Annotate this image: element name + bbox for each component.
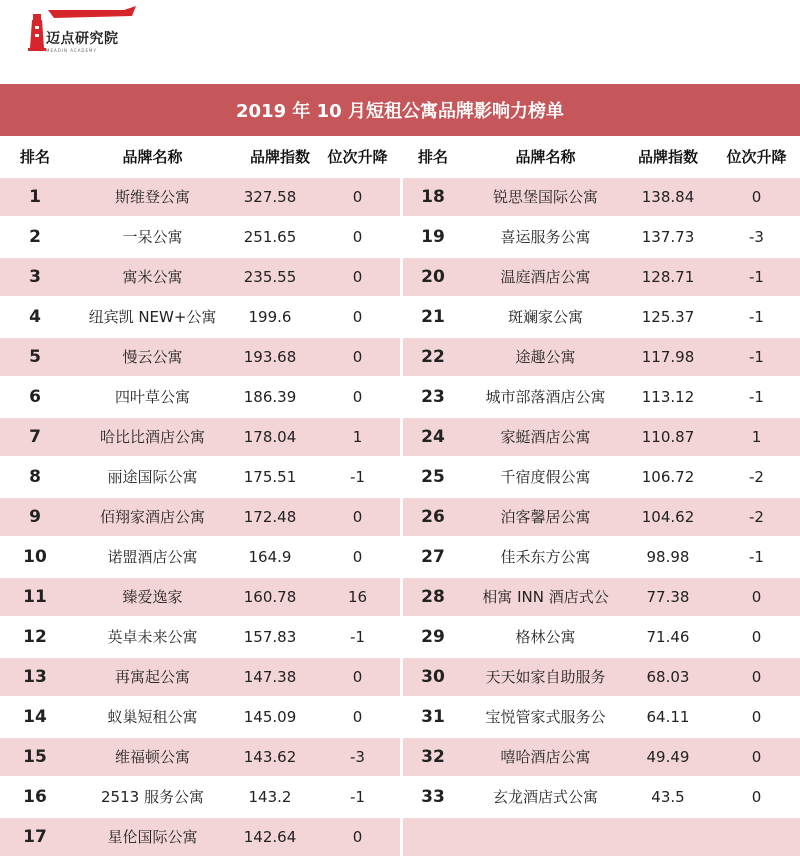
- rank-cell: 3: [29, 267, 41, 287]
- brand-index-cell: 98.98: [646, 548, 690, 566]
- rank-change-cell: -1: [749, 548, 764, 566]
- brand-name-cell: 锐思堡国际公寓: [492, 188, 598, 206]
- brand-name-cell: 温庭酒店公寓: [500, 268, 591, 286]
- brand-index-cell: 145.09: [243, 708, 297, 726]
- brand-name-cell: 泊客馨居公寓: [500, 508, 591, 526]
- rank-change-cell: 0: [352, 348, 363, 366]
- brand-index-cell: 68.03: [646, 668, 690, 686]
- rank-cell: 30: [421, 667, 445, 687]
- brand-name-cell: 星伦国际公寓: [107, 828, 198, 846]
- rank-change-cell: 0: [751, 708, 762, 726]
- brand-index-cell: 77.38: [646, 588, 690, 606]
- brand-index-cell: 164.9: [248, 548, 292, 566]
- rank-cell: 32: [421, 747, 445, 767]
- rank-change-cell: 1: [352, 428, 363, 446]
- brand-index-cell: 147.38: [243, 668, 297, 686]
- brand-name-cell: 嘻哈酒店公寓: [500, 748, 591, 766]
- brand-index-cell: 128.71: [641, 268, 695, 286]
- rank-cell: 23: [421, 387, 445, 407]
- brand-name-cell: 寓米公寓: [122, 268, 183, 286]
- rank-cell: 26: [421, 507, 445, 527]
- brand-name-cell: 家蜓酒店公寓: [500, 428, 591, 446]
- brand-name-cell: 臻爱逸家: [122, 588, 183, 606]
- rank-cell: 11: [23, 587, 47, 607]
- rank-change-cell: -1: [749, 308, 764, 326]
- rank-cell: 25: [421, 467, 445, 487]
- rank-cell: 2: [29, 227, 41, 247]
- rank-cell: 27: [421, 547, 445, 567]
- brand-index-cell: 143.2: [248, 788, 292, 806]
- brand-index-cell: 137.73: [641, 228, 695, 246]
- rank-change-cell: -2: [749, 508, 764, 526]
- brand-index-cell: 64.11: [646, 708, 690, 726]
- brand-index-cell: 199.6: [248, 308, 292, 326]
- brand-name-cell: 蚁巢短租公寓: [107, 708, 198, 726]
- brand-name-cell: 佰翔家酒店公寓: [99, 508, 205, 526]
- rank-change-cell: -3: [749, 228, 764, 246]
- rank-cell: 24: [421, 427, 445, 447]
- brand-index-cell: 113.12: [641, 388, 695, 406]
- brand-name-cell: 佳禾东方公寓: [500, 548, 591, 566]
- rank-change-cell: 0: [352, 228, 363, 246]
- header-brand-name: 品牌名称: [515, 148, 576, 166]
- rank-change-cell: -1: [749, 388, 764, 406]
- rank-change-cell: 0: [352, 508, 363, 526]
- brand-index-cell: 186.39: [243, 388, 297, 406]
- rank-cell: 7: [29, 427, 41, 447]
- brand-index-cell: 117.98: [641, 348, 695, 366]
- brand-name-cell: 慢云公寓: [122, 348, 183, 366]
- rank-cell: 5: [29, 347, 41, 367]
- rank-cell: 12: [23, 627, 47, 647]
- rank-cell: 10: [23, 547, 47, 567]
- brand-index-cell: 251.65: [243, 228, 297, 246]
- column-divider: [400, 178, 403, 858]
- brand-index-cell: 49.49: [646, 748, 690, 766]
- rank-change-cell: 0: [352, 268, 363, 286]
- brand-name-cell: 宝悦管家式服务公: [485, 708, 606, 726]
- brand-name-cell: 诺盟酒店公寓: [107, 548, 198, 566]
- rank-change-cell: 0: [352, 708, 363, 726]
- brand-name-cell: 途趣公寓: [515, 348, 576, 366]
- brand-index-cell: 143.62: [243, 748, 297, 766]
- header-rank: 排名: [417, 148, 448, 166]
- brand-index-cell: 71.46: [646, 628, 690, 646]
- rank-cell: 28: [421, 587, 445, 607]
- brand-name-cell: 2513 服务公寓: [101, 788, 204, 806]
- rank-change-cell: -2: [749, 468, 764, 486]
- rank-change-cell: -1: [350, 468, 365, 486]
- brand-index-cell: 125.37: [641, 308, 695, 326]
- header-brand-name: 品牌名称: [122, 148, 183, 166]
- brand-index-cell: 160.78: [243, 588, 297, 606]
- brand-name-cell: 玄龙酒店式公寓: [492, 788, 598, 806]
- rank-change-cell: 0: [352, 388, 363, 406]
- logo-text: 迈点研究院: [46, 31, 119, 47]
- logo-subtitle: MEADIN ACADEMY: [46, 48, 97, 53]
- header-rank-change: 位次升降: [327, 148, 388, 166]
- rank-change-cell: 0: [751, 188, 762, 206]
- rank-change-cell: -3: [350, 748, 365, 766]
- rank-cell: 4: [29, 307, 41, 327]
- rank-cell: 1: [29, 187, 41, 207]
- brand-name-cell: 英卓未来公寓: [107, 628, 198, 646]
- brand-index-cell: 172.48: [243, 508, 297, 526]
- rank-cell: 20: [421, 267, 445, 287]
- brand-index-cell: 106.72: [641, 468, 695, 486]
- rank-cell: 6: [29, 387, 41, 407]
- rank-cell: 14: [23, 707, 47, 727]
- brand-name-cell: 格林公寓: [515, 628, 576, 646]
- page-title: 2019 年 10 月短租公寓品牌影响力榜单: [0, 84, 800, 136]
- logo: [24, 6, 144, 54]
- rank-change-cell: -1: [350, 788, 365, 806]
- rank-cell: 19: [421, 227, 445, 247]
- brand-name-cell: 斯维登公寓: [114, 188, 190, 206]
- header-brand-index: 品牌指数: [249, 148, 310, 166]
- brand-index-cell: 138.84: [641, 188, 695, 206]
- rank-cell: 13: [23, 667, 47, 687]
- rank-change-cell: -1: [749, 348, 764, 366]
- brand-name-cell: 一呆公寓: [122, 228, 183, 246]
- brand-name-cell: 相寓 INN 酒店式公: [482, 588, 609, 606]
- brand-name-cell: 喜运服务公寓: [500, 228, 591, 246]
- header-rank-change: 位次升降: [726, 148, 787, 166]
- rank-change-cell: 0: [352, 308, 363, 326]
- rank-cell: 29: [421, 627, 445, 647]
- rank-cell: 8: [29, 467, 41, 487]
- row-band: [403, 818, 800, 856]
- brand-name-cell: 斑斓家公寓: [507, 308, 583, 326]
- brand-name-cell: 千宿度假公寓: [500, 468, 591, 486]
- brand-index-cell: 178.04: [243, 428, 297, 446]
- rank-cell: 16: [23, 787, 47, 807]
- brand-name-cell: 维福顿公寓: [114, 748, 190, 766]
- rank-change-cell: 0: [352, 188, 363, 206]
- brand-name-cell: 丽途国际公寓: [107, 468, 198, 486]
- table-header: [0, 136, 800, 178]
- rank-change-cell: 0: [352, 828, 363, 846]
- brand-name-cell: 纽宾凯 NEW+公寓: [88, 308, 217, 326]
- rank-change-cell: 0: [352, 668, 363, 686]
- brand-index-cell: 43.5: [651, 788, 685, 806]
- rank-cell: 21: [421, 307, 445, 327]
- header-rank: 排名: [19, 148, 50, 166]
- brand-index-cell: 142.64: [243, 828, 297, 846]
- brand-index-cell: 110.87: [641, 428, 695, 446]
- brand-name-cell: 四叶草公寓: [114, 388, 190, 406]
- header-brand-index: 品牌指数: [637, 148, 698, 166]
- brand-name-cell: 哈比比酒店公寓: [99, 428, 205, 446]
- brand-index-cell: 175.51: [243, 468, 297, 486]
- rank-cell: 22: [421, 347, 445, 367]
- rank-change-cell: 0: [751, 588, 762, 606]
- rank-change-cell: 1: [751, 428, 762, 446]
- brand-index-cell: 327.58: [243, 188, 297, 206]
- rank-change-cell: 16: [347, 588, 368, 606]
- rank-change-cell: 0: [751, 748, 762, 766]
- brand-name-cell: 城市部落酒店公寓: [485, 388, 606, 406]
- rank-cell: 9: [29, 507, 41, 527]
- rank-cell: 18: [421, 187, 445, 207]
- rank-cell: 15: [23, 747, 47, 767]
- rank-change-cell: 0: [751, 788, 762, 806]
- rank-change-cell: 0: [352, 548, 363, 566]
- rank-change-cell: 0: [751, 628, 762, 646]
- brand-index-cell: 104.62: [641, 508, 695, 526]
- brand-name-cell: 再寓起公寓: [114, 668, 190, 686]
- brand-index-cell: 235.55: [243, 268, 297, 286]
- rank-change-cell: -1: [749, 268, 764, 286]
- brand-index-cell: 193.68: [243, 348, 297, 366]
- rank-change-cell: 0: [751, 668, 762, 686]
- brand-name-cell: 天天如家自助服务: [485, 668, 606, 686]
- rank-cell: 33: [421, 787, 445, 807]
- rank-cell: 31: [421, 707, 445, 727]
- brand-index-cell: 157.83: [243, 628, 297, 646]
- rank-cell: 17: [23, 827, 47, 847]
- rank-change-cell: -1: [350, 628, 365, 646]
